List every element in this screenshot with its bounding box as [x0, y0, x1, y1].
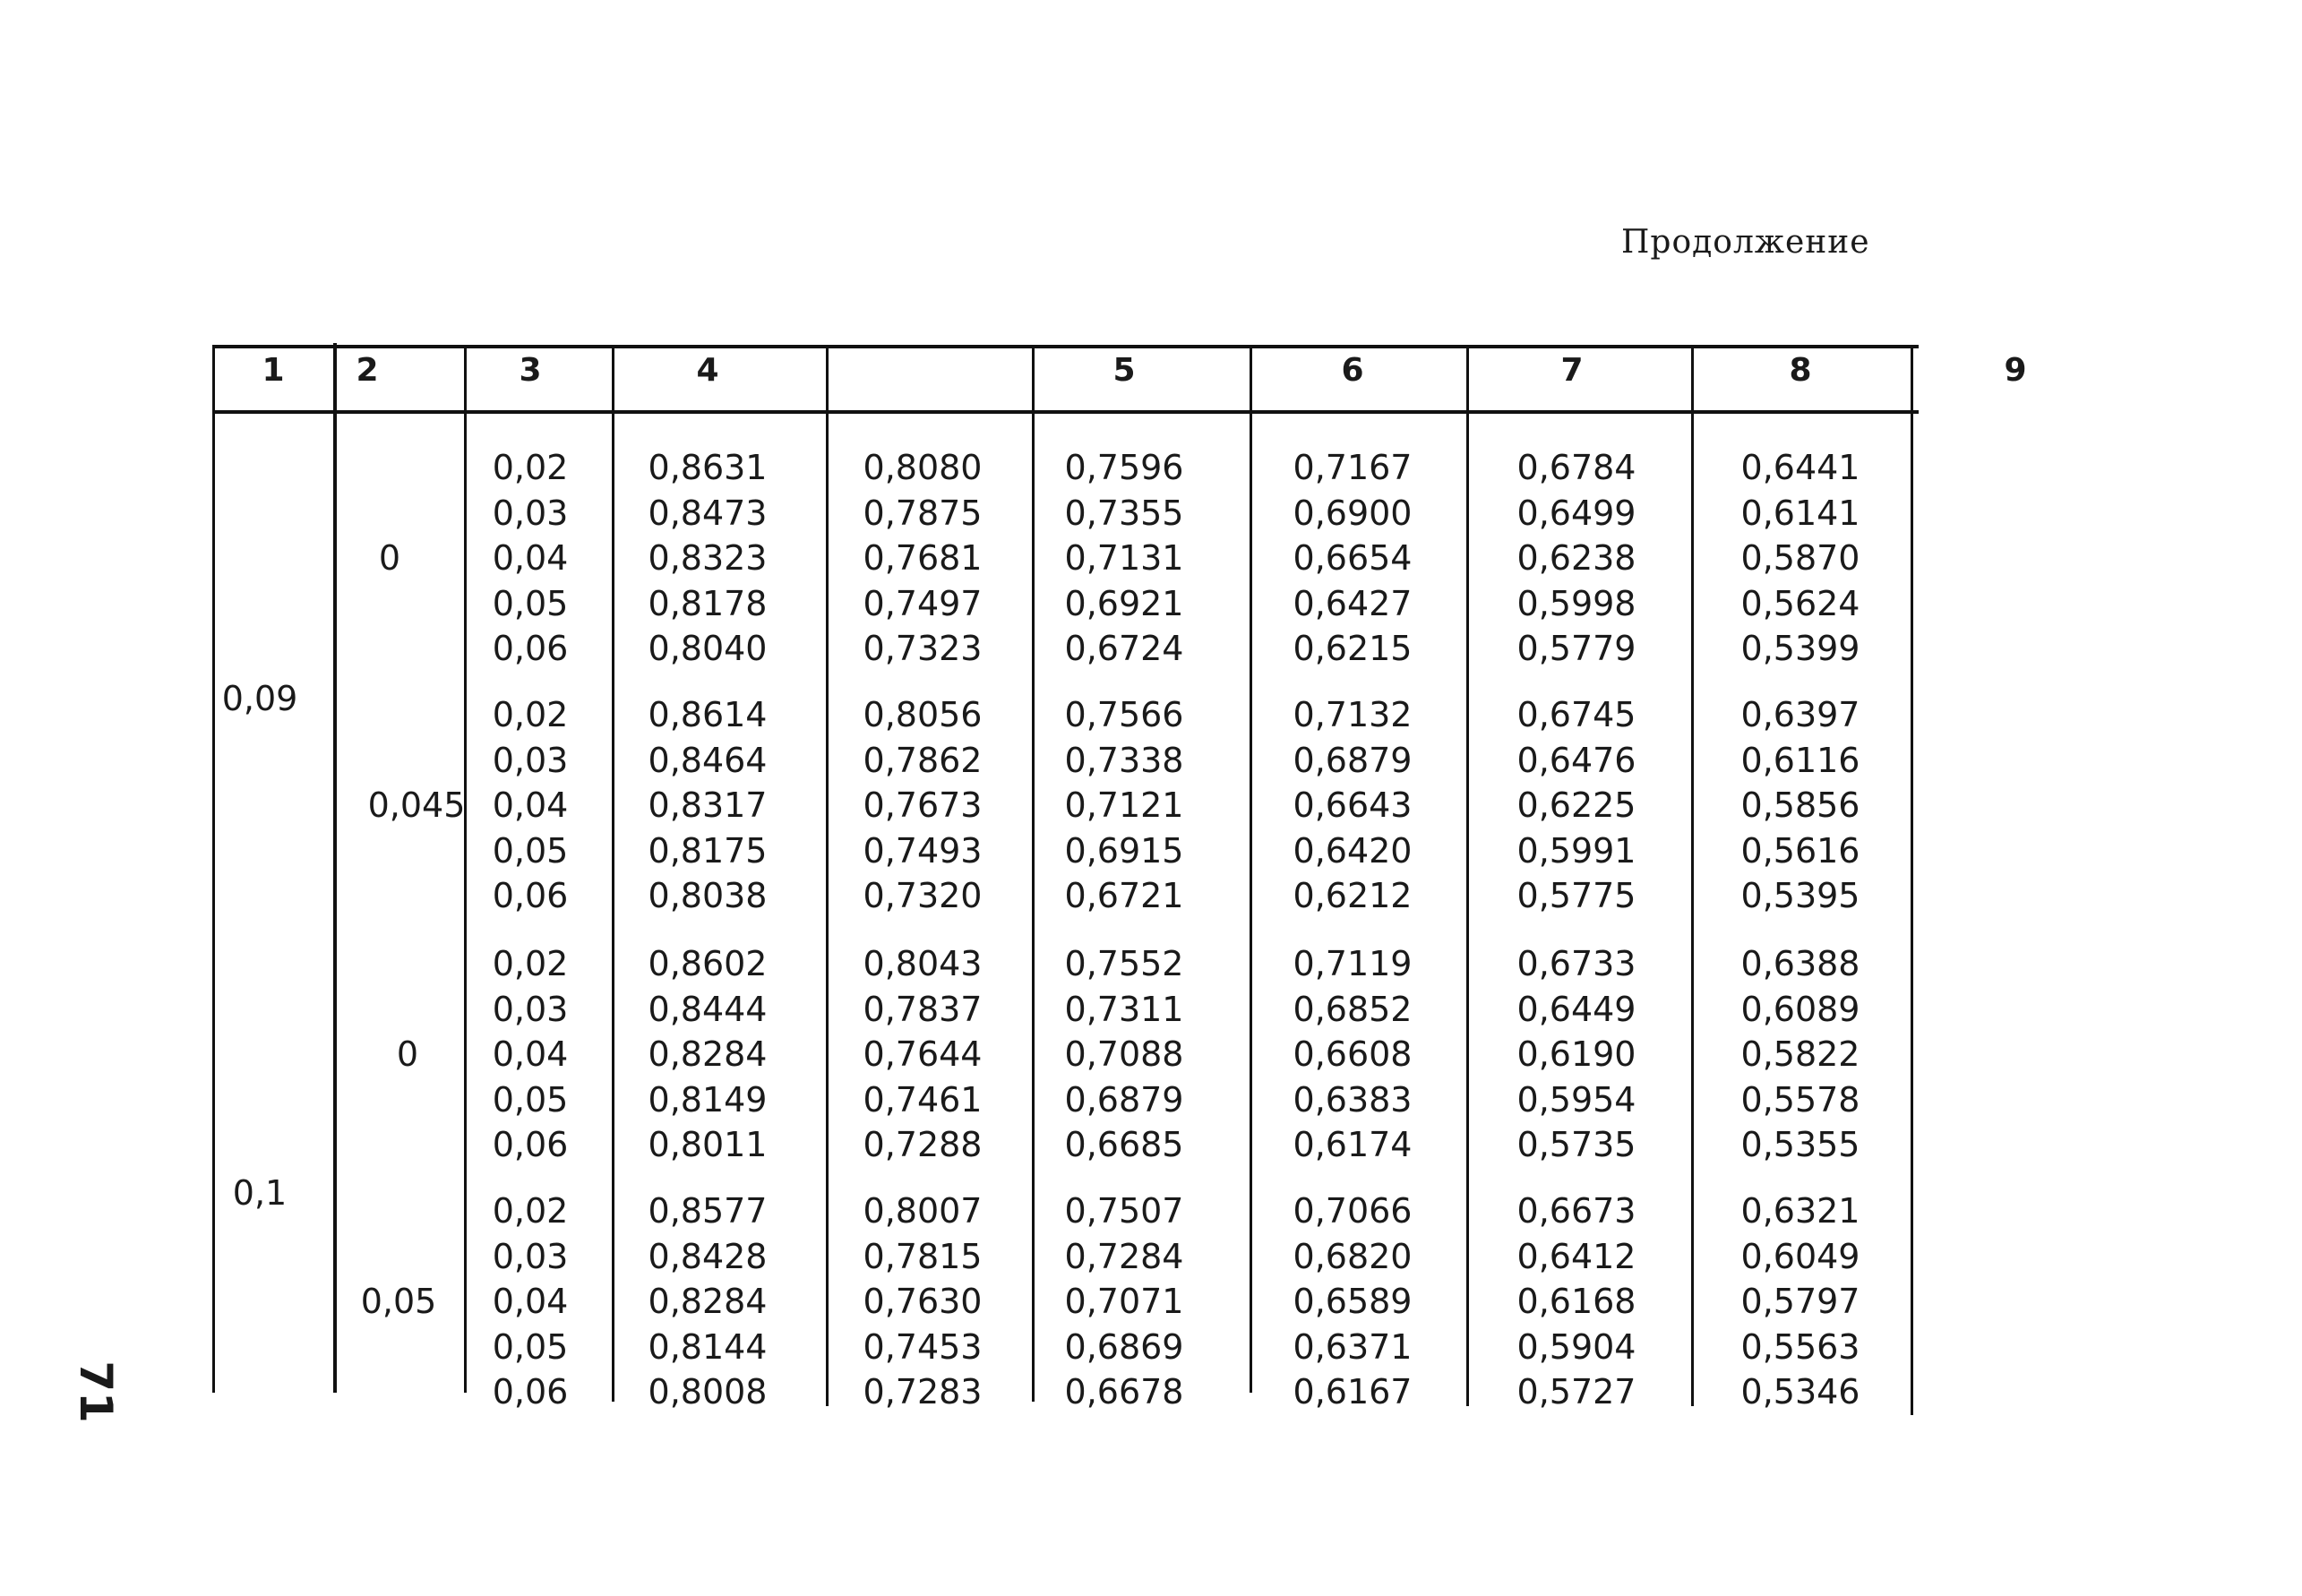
table-cell: 0,5616 [1740, 830, 1860, 871]
table-cell: 0,6499 [1516, 493, 1636, 533]
table-cell: 0,6733 [1516, 944, 1636, 983]
table-cell: 0,5399 [1740, 629, 1860, 668]
table-cell: 0,8008 [648, 1372, 768, 1412]
table-cell: 0,02 [492, 1191, 569, 1231]
table-cell: 0,5735 [1516, 1125, 1636, 1164]
page-number: 71 [69, 1360, 122, 1423]
table-cell: 0,8175 [648, 830, 768, 871]
table-cell: 0,6321 [1740, 1191, 1860, 1231]
table-cell: 0,8473 [648, 493, 768, 533]
subgroup-label-col2: 0 [378, 538, 401, 578]
table-cell: 0,5355 [1740, 1125, 1860, 1164]
table-cell: 0,6116 [1740, 740, 1860, 780]
table-cell: 0,04 [492, 1282, 569, 1321]
column-header-6: 6 [1341, 352, 1364, 389]
table-cell: 0,6915 [1064, 830, 1184, 871]
column-header-7: 7 [1560, 352, 1584, 389]
table-cell: 0,8007 [863, 1191, 983, 1231]
table-cell: 0,5578 [1740, 1079, 1860, 1120]
table-cell: 0,7131 [1064, 538, 1184, 578]
column-header-4: 4 [696, 352, 719, 389]
table-cell: 0,6141 [1740, 493, 1860, 533]
table-cell: 0,6167 [1293, 1372, 1413, 1412]
table-cell: 0,04 [492, 538, 569, 578]
table-cell: 0,7320 [863, 876, 983, 915]
table-cell: 0,8317 [648, 785, 768, 825]
col-divider-9 [1911, 345, 1913, 1415]
table-cell: 0,7507 [1064, 1191, 1184, 1231]
table-cell: 0,5395 [1740, 876, 1860, 915]
table-cell: 0,7453 [863, 1326, 983, 1367]
table-cell: 0,7461 [863, 1079, 983, 1120]
table-cell: 0,7644 [863, 1034, 983, 1074]
table-cell: 0,5870 [1740, 538, 1860, 578]
table-cell: 0,8284 [648, 1034, 768, 1074]
table-top-rule [212, 345, 1919, 348]
column-header-8: 8 [1789, 352, 1812, 389]
table-cell: 0,6383 [1293, 1079, 1413, 1120]
table-cell: 0,5904 [1516, 1326, 1636, 1367]
table-cell: 0,8043 [863, 944, 983, 983]
table-cell: 0,5775 [1516, 876, 1636, 915]
table-cell: 0,6089 [1740, 989, 1860, 1029]
col-divider-7 [1466, 345, 1469, 1406]
table-cell: 0,7323 [863, 629, 983, 668]
column-header-3: 3 [519, 352, 542, 389]
column-header-9: 9 [2004, 352, 2027, 389]
table-cell: 0,7121 [1064, 785, 1184, 825]
table-cell: 0,05 [492, 583, 569, 623]
table-cell: 0,8614 [648, 695, 768, 734]
table-cell: 0,05 [492, 1326, 569, 1367]
table-cell: 0,7119 [1293, 944, 1413, 983]
table-cell: 0,8284 [648, 1282, 768, 1321]
table-cell: 0,6589 [1293, 1282, 1413, 1321]
continuation-caption: Продолжение [1621, 224, 1870, 261]
table-cell: 0,06 [492, 629, 569, 668]
table-cell: 0,6900 [1293, 493, 1413, 533]
table-cell: 0,5727 [1516, 1372, 1636, 1412]
table-cell: 0,7815 [863, 1236, 983, 1276]
table-cell: 0,05 [492, 830, 569, 871]
table-cell: 0,6879 [1293, 740, 1413, 780]
subgroup-label-col2: 0,05 [360, 1282, 437, 1321]
table-cell: 0,03 [492, 740, 569, 780]
header-bottom-rule [212, 410, 1919, 414]
table-cell: 0,5797 [1740, 1282, 1860, 1321]
table-cell: 0,6049 [1740, 1236, 1860, 1276]
table-cell: 0,6879 [1064, 1079, 1184, 1120]
table-cell: 0,5624 [1740, 583, 1860, 623]
table-cell: 0,6190 [1516, 1034, 1636, 1074]
table-cell: 0,7355 [1064, 493, 1184, 533]
table-cell: 0,7167 [1293, 448, 1413, 487]
table-cell: 0,7132 [1293, 695, 1413, 734]
table-cell: 0,6371 [1293, 1326, 1413, 1367]
table-cell: 0,02 [492, 448, 569, 487]
table-cell: 0,8038 [648, 876, 768, 915]
table-cell: 0,04 [492, 1034, 569, 1074]
table-cell: 0,8464 [648, 740, 768, 780]
table-cell: 0,7493 [863, 830, 983, 871]
table-cell: 0,6412 [1516, 1236, 1636, 1276]
table-cell: 0,6852 [1293, 989, 1413, 1029]
table-cell: 0,8011 [648, 1125, 768, 1164]
table-cell: 0,6784 [1516, 448, 1636, 487]
col-divider-0 [212, 345, 215, 1393]
table-cell: 0,6673 [1516, 1191, 1636, 1231]
table-cell: 0,6449 [1516, 989, 1636, 1029]
table-cell: 0,6721 [1064, 876, 1184, 915]
table-cell: 0,7862 [863, 740, 983, 780]
col-divider-6 [1250, 345, 1252, 1393]
table-cell: 0,05 [492, 1079, 569, 1120]
table-cell: 0,6168 [1516, 1282, 1636, 1321]
col-divider-5 [1032, 345, 1035, 1402]
subgroup-label-col2: 0,045 [367, 785, 466, 825]
table-cell: 0,8602 [648, 944, 768, 983]
table-cell: 0,8444 [648, 989, 768, 1029]
table-cell: 0,7338 [1064, 740, 1184, 780]
table-cell: 0,7596 [1064, 448, 1184, 487]
column-header-2: 2 [356, 352, 379, 389]
table-cell: 0,6654 [1293, 538, 1413, 578]
table-cell: 0,03 [492, 493, 569, 533]
table-cell: 0,6685 [1064, 1125, 1184, 1164]
table-cell: 0,7284 [1064, 1236, 1184, 1276]
table-cell: 0,8428 [648, 1236, 768, 1276]
table-cell: 0,6921 [1064, 583, 1184, 623]
table-cell: 0,7066 [1293, 1191, 1413, 1231]
col-divider-2 [464, 345, 467, 1393]
table-cell: 0,8149 [648, 1079, 768, 1120]
table-cell: 0,7566 [1064, 695, 1184, 734]
table-cell: 0,5991 [1516, 830, 1636, 871]
column-header-1: 1 [262, 352, 285, 389]
table-cell: 0,6643 [1293, 785, 1413, 825]
table-cell: 0,5954 [1516, 1079, 1636, 1120]
col-divider-8 [1691, 345, 1694, 1406]
table-cell: 0,5779 [1516, 629, 1636, 668]
table-cell: 0,03 [492, 1236, 569, 1276]
table-cell: 0,6745 [1516, 695, 1636, 734]
table-cell: 0,5346 [1740, 1372, 1860, 1412]
table-cell: 0,6388 [1740, 944, 1860, 983]
table-cell: 0,6724 [1064, 629, 1184, 668]
col-divider-3 [612, 345, 614, 1402]
table-cell: 0,7837 [863, 989, 983, 1029]
table-cell: 0,02 [492, 695, 569, 734]
table-cell: 0,8080 [863, 448, 983, 487]
table-cell: 0,6441 [1740, 448, 1860, 487]
table-cell: 0,8323 [648, 538, 768, 578]
table-cell: 0,8577 [648, 1191, 768, 1231]
table-cell: 0,04 [492, 785, 569, 825]
table-cell: 0,7875 [863, 493, 983, 533]
table-cell: 0,6608 [1293, 1034, 1413, 1074]
table-cell: 0,7630 [863, 1282, 983, 1321]
table-cell: 0,5563 [1740, 1326, 1860, 1367]
table-cell: 0,02 [492, 944, 569, 983]
table-cell: 0,8144 [648, 1326, 768, 1367]
col-divider-1 [333, 343, 337, 1393]
table-cell: 0,7497 [863, 583, 983, 623]
table-cell: 0,7283 [863, 1372, 983, 1412]
column-header-5: 5 [1112, 352, 1136, 389]
table-cell: 0,7552 [1064, 944, 1184, 983]
table-cell: 0,6174 [1293, 1125, 1413, 1164]
table-cell: 0,6476 [1516, 740, 1636, 780]
table-cell: 0,5822 [1740, 1034, 1860, 1074]
table-cell: 0,7673 [863, 785, 983, 825]
table-cell: 0,7071 [1064, 1282, 1184, 1321]
table-cell: 0,6678 [1064, 1372, 1184, 1412]
table-cell: 0,6427 [1293, 583, 1413, 623]
table-cell: 0,03 [492, 989, 569, 1029]
table-cell: 0,6238 [1516, 538, 1636, 578]
table-cell: 0,7288 [863, 1125, 983, 1164]
table-cell: 0,06 [492, 1372, 569, 1412]
table-cell: 0,5856 [1740, 785, 1860, 825]
table-cell: 0,8631 [648, 448, 768, 487]
table-cell: 0,6212 [1293, 876, 1413, 915]
col-divider-4 [826, 345, 829, 1406]
table-cell: 0,06 [492, 876, 569, 915]
table-cell: 0,7681 [863, 538, 983, 578]
table-cell: 0,8040 [648, 629, 768, 668]
group-label-col1: 0,09 [221, 679, 298, 718]
table-cell: 0,7088 [1064, 1034, 1184, 1074]
table-cell: 0,8056 [863, 695, 983, 734]
table-cell: 0,06 [492, 1125, 569, 1164]
group-label-col1: 0,1 [232, 1173, 288, 1213]
subgroup-label-col2: 0 [396, 1034, 419, 1074]
table-cell: 0,6869 [1064, 1326, 1184, 1367]
table-cell: 0,6225 [1516, 785, 1636, 825]
table-cell: 0,8178 [648, 583, 768, 623]
table-cell: 0,6397 [1740, 695, 1860, 734]
table-cell: 0,5998 [1516, 583, 1636, 623]
table-cell: 0,6215 [1293, 629, 1413, 668]
table-cell: 0,6820 [1293, 1236, 1413, 1276]
table-cell: 0,7311 [1064, 989, 1184, 1029]
table-cell: 0,6420 [1293, 830, 1413, 871]
